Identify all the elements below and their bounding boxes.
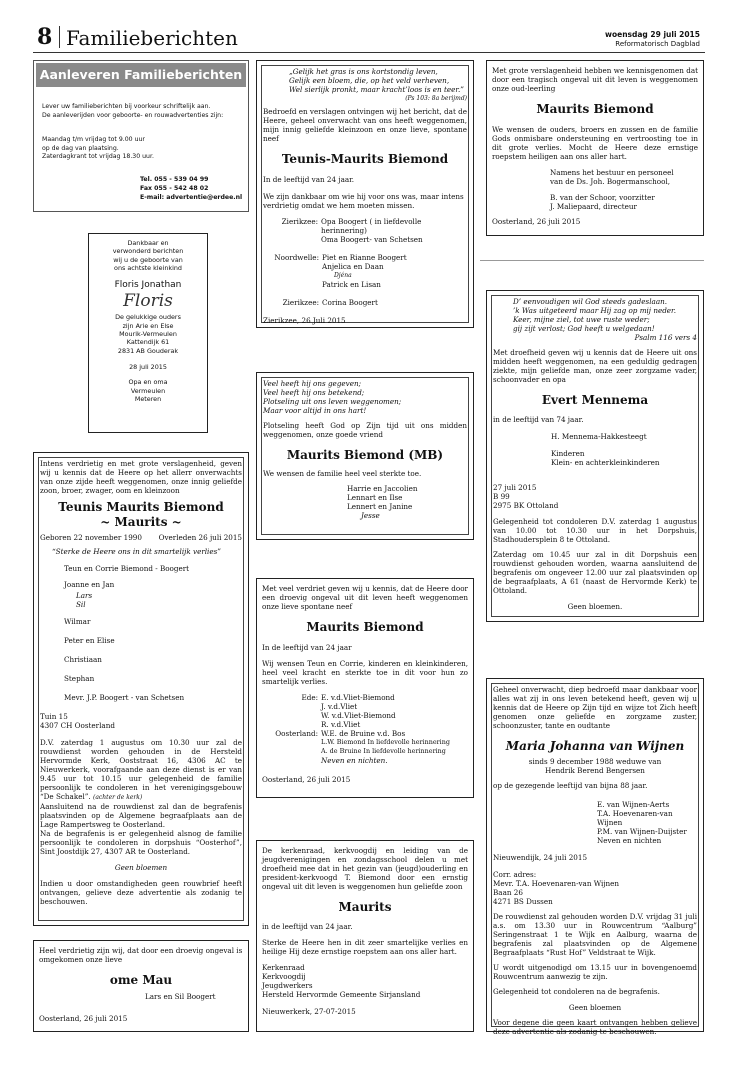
col2c-family: J. v.d.Vliet (321, 702, 358, 711)
omemau-from: Lars en Sil Boogert (145, 992, 216, 1001)
tunis-address: Tuin 15 (40, 712, 68, 721)
tunis-ad (33, 452, 249, 926)
col3c-place: Nieuwendijk, 24 juli 2015 (493, 853, 588, 862)
floris-date: 28 juli 2015 (129, 362, 167, 371)
omemau-intro: Heel verdrietig zijn wij, dat door een droevig ongeval is omgekomen onze lieve (39, 946, 243, 964)
col3b-addr: 2975 BK Ottoland (493, 501, 559, 510)
col2c-family: W.E. de Bruine v.d. Bos (321, 729, 406, 738)
col2c-name: Maurits Biemond (306, 620, 424, 634)
col2a-name: Teunis-Maurits Biemond (281, 152, 449, 166)
col2b-names: Lennert en Janine (347, 502, 413, 511)
col3c-flowers: Geen bloemen (568, 1003, 622, 1012)
floris-birth-ad (88, 233, 208, 433)
aanleveren-times-2: op de dag van plaatsing. (42, 144, 119, 152)
col3c-invite: U wordt uitgenodigd om 13.15 uur in bovengenoemd Rouwcentrum aanwezig te zijn. (493, 963, 697, 981)
col2b-names: Harrie en Jaccolien (347, 484, 418, 493)
col3b-family: Klein- en achterkleinkinderen (551, 458, 660, 467)
col2a-poem: „Gelijk het gras is ons kortstondig leven, (289, 67, 438, 76)
col3a-sign-2: J. Maliepaard, directeur (550, 202, 637, 211)
col2a-poem: Gelijk een bloem, die, op het veld verheven, (289, 76, 450, 85)
tunis-died: Overleden 26 juli 2015 (158, 533, 242, 542)
tunis-body-3: Na de begrafenis is er gelegenheid alsnog de familie persoonlijk te condoleren in dorpshuis “Oosterhof”, Sint Joostdijk 27, 4307 AR te Oosterland. (40, 829, 242, 856)
col3c-corr: Corr. adres: (493, 870, 537, 879)
col2a-family: Anjelica en Daan (322, 262, 384, 271)
col3c-corr: Baan 26 (493, 888, 523, 897)
col3c-family: E. van Wijnen-Aerts (597, 800, 670, 809)
col3a-from: van de Ds. Joh. Bogermanschool, (550, 177, 671, 186)
tunis-family: Christiaan (64, 655, 102, 664)
floris-grandparents: Opa en oma (128, 378, 168, 387)
col3b-addr: 27 juli 2015 (493, 483, 537, 492)
col2b-name: Maurits Biemond (MB) (286, 448, 444, 462)
col2c-family: Neven en nichten. (321, 756, 388, 765)
col3c-name: Maria Johanna van Wijnen (505, 739, 685, 753)
col2b-poem: Veel heeft hij ons betekend; (263, 388, 365, 397)
col2b-poem: Maar voor altijd in ons hart! (263, 406, 367, 415)
col2a-age: In de leeftijd van 24 jaar. (263, 175, 355, 184)
floris-parents: Kattendijk 61 (126, 338, 170, 347)
col3b-family: Kinderen (551, 449, 585, 458)
col3a-text: We wensen de ouders, broers en zussen en de familie Gods onmisbare ondersteuning en vertroosting toe in dit grote verlies. Mocht de Heere deze ernstige roepstem heiligen aan ons aller hart. (492, 125, 698, 161)
floris-script-name: Floris (123, 291, 173, 312)
column-rule (480, 260, 704, 261)
col2b-names: Lennart en Ilse (347, 493, 403, 502)
aanleveren-email[interactable]: E-mail: advertentie@erdee.nl (140, 194, 243, 201)
col3c-corr: Mevr. T.A. Hoevenaren-van Wijnen (493, 879, 620, 888)
tunis-flowers: Geen bloemen (114, 863, 168, 872)
teunis-maurits-ad (256, 60, 474, 328)
floris-intro: wij u de geboorte van (113, 255, 183, 264)
col3b-poem: gij zijt verlost; God heeft u welgedaan! (513, 324, 655, 333)
col2c-family: A. de Bruine In liefdevolle herinnering (321, 747, 446, 755)
col3b-age: in de leeftijd van 74 jaar. (493, 415, 584, 424)
tunis-body-2: Aansluitend na de rouwdienst zal dan de begrafenis plaatsvinden op de Algemene begraafplaats aan de Lage Rampertsweg te Oosterland. (40, 802, 242, 829)
tunis-name: Teunis Maurits Biemond (58, 500, 224, 514)
col3b-name: Evert Mennema (541, 393, 649, 407)
tunis-quote: “Sterke de Heere ons in dit smartelijk verlies” (52, 547, 221, 556)
col2b-text: We wensen de familie heel veel sterkte toe. (263, 469, 422, 478)
floris-intro: verwonderd berichten (112, 247, 184, 256)
header-date: woensdag 29 juli 2015 (605, 30, 700, 39)
col2d-age: in de leeftijd van 24 jaar. (262, 922, 353, 931)
tunis-family: Wilmar (64, 617, 91, 626)
col3a-name: Maurits Biemond (536, 102, 654, 116)
col2d-text: Sterke de Heere hen in dit zeer smartelijke verlies en heilige Hij deze ernstige roepstem aan ons aller hart. (262, 938, 468, 956)
floris-parents: De gelukkige ouders (115, 313, 181, 322)
aanleveren-fax: Fax 055 - 542 48 02 (140, 185, 209, 192)
col2d-intro: De kerkenraad, kerkvoogdij en leiding van de jeugdverenigingen en zondagsschool delen u met droefheid mee dat in het gezin van (jeugd)ouderling en president-kerkvoogd T. Biemond door een ernstig ongeval uit dit leven is weggenomen hun geliefde zoon (262, 846, 468, 891)
col2a-family: Piet en Rianne Boogert (322, 253, 407, 262)
tunis-family: Sil (76, 600, 86, 609)
col2d-place: Nieuwerkerk, 27-07-2015 (262, 1007, 356, 1016)
col2a-place-label: Zierikzee: (281, 217, 319, 226)
col2c-place: Oosterland, 26 juli 2015 (262, 775, 351, 784)
aanleveren-times: Maandag t/m vrijdag tot 9.00 uur (42, 136, 145, 143)
col2b-names: Jesse (361, 511, 380, 520)
col2d-from: Jeugdwerkers (262, 981, 313, 990)
col3c-closing: Voor degene die geen kaart ontvangen hebben gelieve deze advertentie als zodanig te beschouwen. (493, 1018, 697, 1036)
col3a-intro: Met grote verslagenheid hebben we kennisgenomen dat door een tragisch ongeval uit dit leven is weggenomen onze oud-leerling (492, 66, 698, 93)
col3a-place: Oosterland, 26 juli 2015 (492, 217, 581, 226)
ome-mau-ad (33, 940, 249, 1032)
omemau-place: Oosterland, 26 juli 2015 (39, 1014, 128, 1023)
tunis-body-note: (achter de kerk) (93, 794, 143, 801)
tunis-family: Teun en Corrie Biemond - Boogert (64, 564, 190, 573)
tunis-intro: Intens verdrietig en met grote verslagenheid, geven wij u kennis dat de Heere op het allerr onverwachts van onze zijde heeft weggenomen, onze innig geliefde zoon, broer, zwager, oom en kleinzoon (40, 459, 242, 495)
col2b-poem: Plotseling uit ons leven weggenomen; (263, 397, 402, 406)
col2c-family: L.W. Biemond In liefdevolle herinnering (321, 738, 450, 746)
col2a-text: We zijn dankbaar om wie hij voor ons was, maar intens verdrietig omdat we hem moeten missen. (263, 192, 464, 210)
col2a-place-label: Zierikzee: (282, 298, 319, 307)
section-title: Familieberichten (66, 26, 238, 50)
tunis-family: Mevr. J.P. Boogert - van Schetsen (64, 693, 185, 702)
col3c-family: Neven en nichten (597, 836, 662, 845)
col3c-cond: Gelegenheid tot condoleren na de begrafenis. (493, 987, 660, 996)
page-number: 8 (37, 24, 53, 50)
col3c-since-2: Hendrik Berend Bengersen (545, 766, 645, 775)
col3c-family: T.A. Hoevenaren-van Wijnen (597, 809, 673, 827)
aanleveren-title: Aanleveren Familieberichten (36, 63, 246, 87)
evert-mennema-ad (486, 290, 704, 622)
tunis-born: Geboren 22 november 1990 (40, 533, 142, 542)
col2c-place-label: Oosterland: (275, 729, 318, 738)
col2c-family: W. v.d.Vliet-Biemond (321, 711, 396, 720)
tunis-closing: Indien u door omstandigheden geen rouwbrief heeft ontvangen, gelieve deze advertentie als zodanig te beschouwen. (40, 879, 242, 906)
col2c-age: In de leeftijd van 24 jaar (262, 643, 352, 652)
col3b-intro: Met droefheid geven wij u kennis dat de Heere uit ons midden heeft weggenomen, na een geduldig gedragen ziekte, mijn geliefde man, onze zeer zorgzame vader, schoonvader en opa (493, 348, 697, 384)
aanleveren-intro: Lever uw familieberichten bij voorkeur schriftelijk aan. (42, 103, 211, 110)
school-maurits-ad (486, 60, 704, 236)
floris-intro: ons achtste kleinkind (114, 263, 182, 272)
col2a-place-label: Noordwelle: (274, 253, 319, 262)
col2a-intro: Bedroefd en verslagen ontvingen wij het bericht, dat de Heere, geheel onverwacht van ons heeft weggenomen, mijn innig geliefde kleinzoon en onze lieve, spontane neef (263, 107, 467, 143)
col3a-from: Namens het bestuur en personeel (550, 168, 674, 177)
col3b-addr: B 99 (493, 492, 510, 501)
col2c-intro: Met veel verdriet geven wij u kennis, dat de Heere door een droevig ongeval uit dit leven heeft weggenomen onze lieve spontane neef (262, 584, 468, 611)
col2a-place: Zierikzee, 26 Juli 2015 (263, 316, 346, 325)
tunis-family: Peter en Elise (64, 636, 115, 645)
maurits-mb-ad (256, 372, 474, 540)
aanleveren-tel: Tel. 055 - 539 04 99 (140, 176, 209, 183)
floris-name: Floris Jonathan (114, 280, 182, 291)
col2c-family: E. v.d.Vliet-Biemond (321, 693, 395, 702)
tunis-family: Lars (76, 591, 93, 600)
col2d-name: Maurits (338, 900, 392, 914)
col3b-family: H. Mennema-Hakkesteegt (551, 432, 647, 441)
col3a-sign: B. van der Schoor, voorzitter (550, 193, 655, 202)
col3b-funeral: Zaterdag om 10.45 uur zal in dit Dorpshuis een rouwdienst gehouden worden, waarna aansluitend de begrafenis om ongeveer 12.00 uur zal plaatsvinden op de begraafplaats, A 61 (naast de Hervormde Kerk) te Ottoland. (493, 550, 697, 595)
col2a-poem: Wel sierlijk pronkt, maar kracht’loos is en teer.” (289, 85, 464, 94)
maria-van-wijnen-ad (486, 678, 704, 1036)
col3b-poem-ref: Psalm 116 vers 4 (634, 333, 697, 342)
header-paper: Reformatorisch Dagblad (615, 40, 700, 48)
tunis-body: D.V. zaterdag 1 augustus om 10.30 uur zal de rouwdienst worden gehouden in de Hersteld Hervormde Kerk, Ooststraat 16, 4306 AC te Nieuwerkerk, voorafgaande aan deze dienst is er van 9.45 uur tot 10.15 uur gelegenheid de familie persoonlijk te condoleren in het verenigingsgebouw “De Schakel”. (40, 738, 242, 801)
floris-parents: zijn Arie en Else (122, 321, 174, 330)
omemau-name: ome Mau (109, 973, 173, 987)
floris-grandparents: Meteren (134, 394, 162, 403)
col3b-poem: Keer, mijne ziel, tot uwe ruste weder; (513, 315, 650, 324)
col2c-text: Wij wensen Teun en Corrie, kinderen en kleinkinderen, heel veel kracht en sterkte toe in dit voor hun zo smartelijk verlies. (262, 659, 468, 686)
floris-parents: Mourik-Vermeulen (119, 330, 177, 339)
floris-intro: Dankbaar en (127, 239, 169, 247)
col2a-family: Opa Boogert ( in liefdevolle herinnering) (321, 217, 422, 235)
tunis-family: Joanne en Jan (64, 580, 115, 589)
col2a-poem-ref: (Ps 103: 8a berijmd) (405, 95, 467, 102)
col3c-age: op de gezegende leeftijd van bijna 88 jaar. (493, 781, 648, 790)
aanleveren-times-3: Zaterdagkrant tot vrijdag 18.30 uur. (42, 153, 154, 160)
col2a-family: Djéna (334, 272, 352, 279)
col3c-since: sinds 9 december 1988 weduwe van (528, 757, 662, 766)
header-divider (59, 26, 60, 48)
floris-grandparents: Vermeulen (130, 386, 166, 395)
tunis-family: Stephan (64, 674, 95, 683)
col2c-place-label: Ede: (301, 693, 318, 702)
col2d-from: Kerkenraad (262, 963, 305, 972)
maurits-biemond-ad-2 (256, 578, 474, 798)
col3b-poem: ’k Was uitgeteerd maar Hij zag op mij neder. (513, 306, 676, 315)
aanleveren-box (33, 60, 249, 212)
tunis-nickname: ~ Maurits ~ (100, 515, 182, 529)
col2b-intro: Plotseling heeft God op Zijn tijd uit ons midden weggenomen, onze goede vriend (263, 421, 467, 439)
col3b-cond: Gelegenheid tot condoleren D.V. zaterdag 1 augustus van 10.00 tot 10.30 uur in het Dorpshuis, Stadhoudersplein 8 te Ottoland. (493, 517, 697, 544)
kerkenraad-maurits-ad (256, 840, 474, 1032)
col3c-funeral: De rouwdienst zal gehouden worden D.V. vrijdag 31 juli a.s. om 13.30 uur in Rouwcentrum “Aalburg” Seringenstraat 1 te Wijk en Aalburg, waarna de begrafenis zal plaatsvinden op de Algemene Begraafplaats “Rust Hof” Veldstraat te Wijk. (493, 912, 697, 957)
col3c-family: P.M. van Wijnen-Duijster (597, 827, 687, 836)
aanleveren-intro-2: De aanleverijden voor geboorte- en rouwadvertenties zijn: (42, 111, 224, 119)
col2a-family: Corina Boogert (322, 298, 378, 307)
floris-parents: 2831 AB Gouderak (117, 346, 179, 355)
col2a-family: Oma Boogert- van Schetsen (321, 235, 423, 244)
col2b-poem: Veel heeft hij ons gegeven; (263, 379, 362, 388)
col2a-family: Patrick en Lisan (322, 280, 381, 289)
col3c-corr: 4271 BS Dussen (493, 897, 553, 906)
col2d-from: Kerkvoogdij (262, 972, 306, 981)
col3b-flowers: Geen bloemen. (567, 602, 623, 611)
col3c-intro: Geheel onverwacht, diep bedroefd maar dankbaar voor alles wat zij in ons leven betekend heeft, geven wij u kennis dat de Heere op Zijn tijd en wijze tot Zich heeft genomen onze geliefde en zorgzame zuster, schoonzuster, tante en oudtante (493, 685, 697, 730)
col2c-family: R. v.d.Vliet (321, 720, 361, 729)
col2d-from: Hersteld Hervormde Gemeente Sirjansland (262, 990, 421, 999)
col3b-poem: D’ eenvoudigen wil God steeds gadeslaan. (513, 297, 668, 306)
header-rule (33, 52, 705, 53)
tunis-address-2: 4307 CH Oosterland (40, 721, 115, 730)
